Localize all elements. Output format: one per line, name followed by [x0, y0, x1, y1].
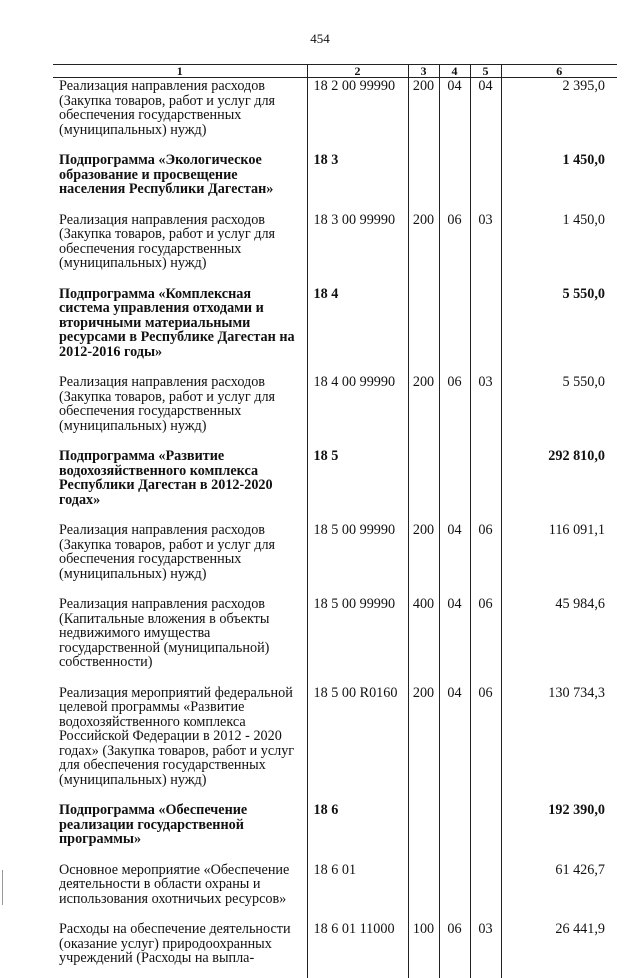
target-code: 18 6 01: [307, 859, 408, 919]
subsection: [470, 799, 501, 859]
target-code: 18 6: [307, 799, 408, 859]
table-row: [53, 371, 617, 445]
budget-table: [53, 64, 617, 978]
section: 06: [439, 209, 470, 283]
target-code: 18 3 00 99990: [307, 209, 408, 283]
expense-type: 200: [408, 682, 439, 800]
section: 06: [439, 918, 470, 978]
column-header: 5: [470, 65, 501, 78]
expense-name: Реализация направления расходов (Закупка товаров, работ и услуг для обеспечения государственных (муниципальных) нужд): [59, 78, 276, 138]
subsection: [470, 149, 501, 209]
table-row: [53, 682, 617, 800]
subsection: 06: [470, 519, 501, 593]
table-row: [53, 593, 617, 682]
subsection: [470, 445, 501, 519]
expense-type: 100: [408, 918, 439, 978]
expense-type: [408, 149, 439, 209]
subsection: 03: [470, 371, 501, 445]
target-code: 18 4 00 99990: [307, 371, 408, 445]
target-code: 18 4: [307, 283, 408, 372]
expense-type: [408, 799, 439, 859]
table-row: [53, 78, 617, 150]
expense-type: 200: [408, 371, 439, 445]
expense-name: Реализация мероприятий федеральной целевой программы «Развитие водохозяйственного комплекса Российской Федерации в 2012 - 2020 годах» (Закупка товаров, работ и услуг для обеспечения государственных (муниципальных) нужд): [59, 684, 295, 788]
expense-name: Основное мероприятие «Обеспечение деятельности в области охраны и использования охотничьих ресурсов»: [59, 861, 290, 907]
section: [439, 445, 470, 519]
section: 04: [439, 519, 470, 593]
expense-type: 400: [408, 593, 439, 682]
table-row: [53, 859, 617, 919]
subsection: [470, 283, 501, 372]
table-row: [53, 445, 617, 519]
column-header: 6: [501, 65, 617, 78]
column-header: 1: [53, 65, 307, 78]
table-row: [53, 918, 617, 978]
amount: 26 441,9: [501, 918, 617, 978]
column-header: 3: [408, 65, 439, 78]
expense-type: [408, 283, 439, 372]
target-code: 18 2 00 99990: [307, 78, 408, 150]
subsection: [470, 859, 501, 919]
expense-name: Расходы на обеспечение деятельности (оказание услуг) природоохранных учреждений (Расходы на выпла-: [59, 921, 291, 966]
subsection: 06: [470, 593, 501, 682]
expense-name: Реализация направления расходов (Капитальные вложения в объекты недвижимого имущества государственной (муниципальной) собственности): [59, 596, 270, 670]
section: [439, 149, 470, 209]
amount: 61 426,7: [501, 859, 617, 919]
amount: 192 390,0: [501, 799, 617, 859]
table-row: [53, 283, 617, 372]
subprogram-name: Подпрограмма «Развитие водохозяйственного комплекса Республики Дагестан в 2012-2020 годах»: [59, 448, 273, 508]
amount: 130 734,3: [501, 682, 617, 800]
table-row: [53, 209, 617, 283]
section: 04: [439, 682, 470, 800]
column-header: 4: [439, 65, 470, 78]
expense-name: Реализация направления расходов (Закупка товаров, работ и услуг для обеспечения государственных (муниципальных) нужд): [59, 522, 276, 582]
column-header: 2: [307, 65, 408, 78]
expense-type: 200: [408, 519, 439, 593]
section: [439, 859, 470, 919]
table-row: [53, 799, 617, 859]
amount: 116 091,1: [501, 519, 617, 593]
amount: 1 450,0: [501, 149, 617, 209]
expense-type: [408, 859, 439, 919]
section: [439, 283, 470, 372]
subprogram-name: Подпрограмма «Обеспечение реализации государственной программы»: [59, 802, 248, 847]
section: 06: [439, 371, 470, 445]
amount: 5 550,0: [501, 283, 617, 372]
subsection: 04: [470, 78, 501, 150]
scan-edge-line: [2, 870, 3, 905]
target-code: 18 5 00 99990: [307, 519, 408, 593]
table-header-row: [53, 65, 617, 78]
subsection: 06: [470, 682, 501, 800]
target-code: 18 6 01 11000: [307, 918, 408, 978]
target-code: 18 5 00 99990: [307, 593, 408, 682]
target-code: 18 5: [307, 445, 408, 519]
subprogram-name: Подпрограмма «Комплексная система управления отходами и вторичными материальными ресурсами в Республике Дагестан на 2012-2016 годы»: [59, 285, 295, 360]
page-number: 454: [310, 31, 330, 46]
amount: 2 395,0: [501, 78, 617, 150]
subprogram-name: Подпрограмма «Экологическое образование и просвещение населения Республики Дагестан»: [59, 152, 274, 197]
amount: 45 984,6: [501, 593, 617, 682]
amount: 1 450,0: [501, 209, 617, 283]
subsection: 03: [470, 918, 501, 978]
expense-type: [408, 445, 439, 519]
subsection: 03: [470, 209, 501, 283]
section: [439, 799, 470, 859]
expense-type: 200: [408, 78, 439, 150]
table-row: [53, 149, 617, 209]
target-code: 18 3: [307, 149, 408, 209]
amount: 5 550,0: [501, 371, 617, 445]
section: 04: [439, 78, 470, 150]
expense-name: Реализация направления расходов (Закупка товаров, работ и услуг для обеспечения государственных (муниципальных) нужд): [59, 211, 276, 271]
target-code: 18 5 00 R0160: [307, 682, 408, 800]
expense-name: Реализация направления расходов (Закупка товаров, работ и услуг для обеспечения государственных (муниципальных) нужд): [59, 374, 276, 434]
amount: 292 810,0: [501, 445, 617, 519]
section: 04: [439, 593, 470, 682]
expense-type: 200: [408, 209, 439, 283]
table-row: [53, 519, 617, 593]
